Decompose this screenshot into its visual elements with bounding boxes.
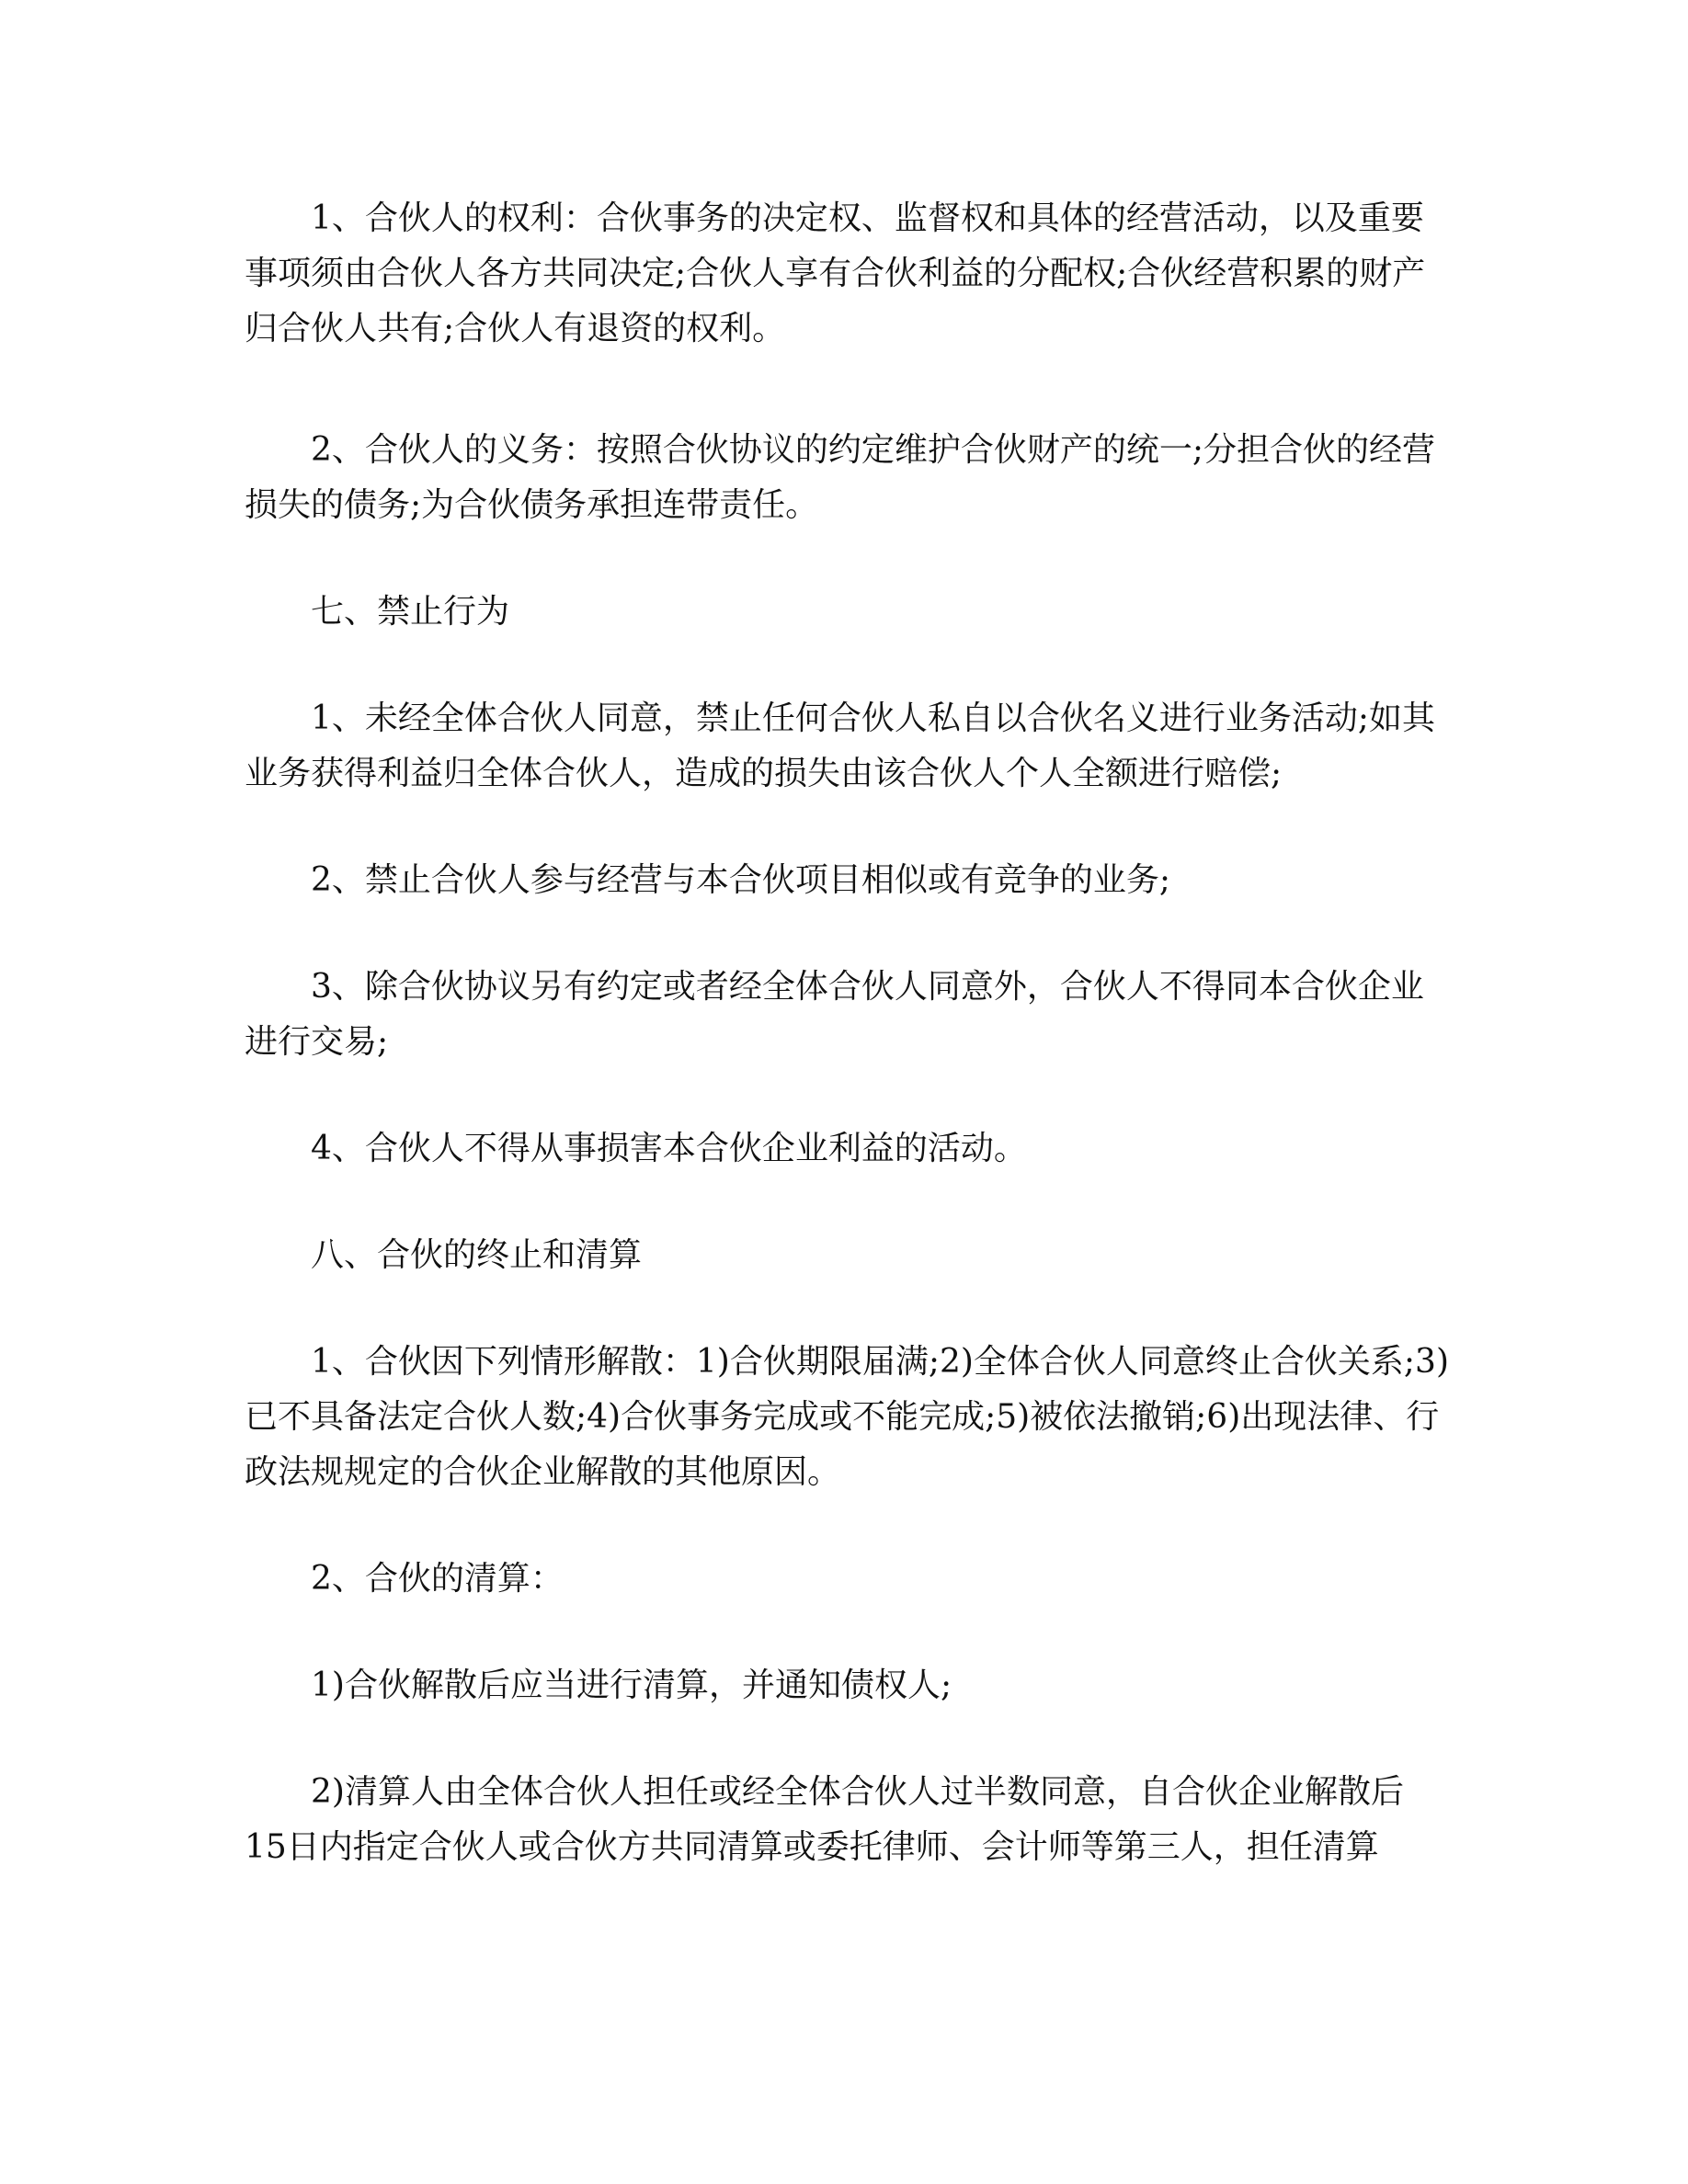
text-line: 1、合伙人的权利：合伙事务的决定权、监督权和具体的经营活动，以及重要 (311, 199, 1424, 237)
text-line: 政法规规定的合伙企业解散的其他原因。 (245, 1453, 841, 1491)
text-line: 1、未经全体合伙人同意，禁止任何合伙人私自以合伙名义进行业务活动;如其 (311, 700, 1436, 737)
paragraph-liquidation-heading (245, 1552, 1440, 1607)
paragraph-prohibition-1 (245, 691, 1440, 802)
text-line: 进行交易; (245, 1023, 389, 1061)
text-line: 3、除合伙协议另有约定或者经全体合伙人同意外，合伙人不得同本合伙企业 (311, 968, 1424, 1006)
paragraph-prohibition-4 (245, 1121, 1440, 1177)
section-heading-prohibited-acts (245, 585, 1440, 640)
section-heading-termination-liquidation (245, 1228, 1440, 1283)
text-line: 已不具备法定合伙人数;4)合伙事务完成或不能完成;5)被依法撤销;6)出现法律、行 (245, 1398, 1440, 1436)
text-line: 2、合伙人的义务：按照合伙协议的约定维护合伙财产的统一;分担合伙的经营 (311, 431, 1436, 469)
paragraph-prohibition-3 (245, 960, 1440, 1070)
paragraph-partner-rights (245, 191, 1440, 357)
text-line: 2、禁止合伙人参与经营与本合伙项目相似或有竞争的业务; (311, 861, 1171, 899)
text-line: 4、合伙人不得从事损害本合伙企业利益的活动。 (311, 1130, 1027, 1167)
paragraph-liquidation-1 (245, 1658, 1440, 1713)
text-line: 业务获得利益归全体合伙人，造成的损失由该合伙人个人全额进行赔偿; (245, 755, 1283, 792)
paragraph-dissolution (245, 1335, 1450, 1500)
text-line: 2、合伙的清算： (311, 1560, 564, 1598)
text-line: 归合伙人共有;合伙人有退资的权利。 (245, 310, 786, 347)
text-line: 15日内指定合伙人或合伙方共同清算或委托律师、会计师等第三人，担任清算 (245, 1828, 1379, 1866)
text-line: 1、合伙因下列情形解散：1)合伙期限届满;2)全体合伙人同意终止合伙关系;3) (311, 1343, 1450, 1381)
paragraph-liquidation-2 (245, 1765, 1440, 1875)
heading-text: 八、合伙的终止和清算 (311, 1236, 643, 1274)
text-line: 事项须由合伙人各方共同决定;合伙人享有合伙利益的分配权;合伙经营积累的财产 (245, 255, 1426, 292)
heading-text: 七、禁止行为 (311, 593, 510, 631)
text-line: 2)清算人由全体合伙人担任或经全体合伙人过半数同意，自合伙企业解散后 (311, 1773, 1404, 1811)
paragraph-prohibition-2 (245, 853, 1440, 908)
text-line: 损失的债务;为合伙债务承担连带责任。 (245, 486, 819, 524)
paragraph-partner-duties (245, 423, 1440, 533)
text-line: 1)合伙解散后应当进行清算，并通知债权人; (311, 1666, 952, 1704)
